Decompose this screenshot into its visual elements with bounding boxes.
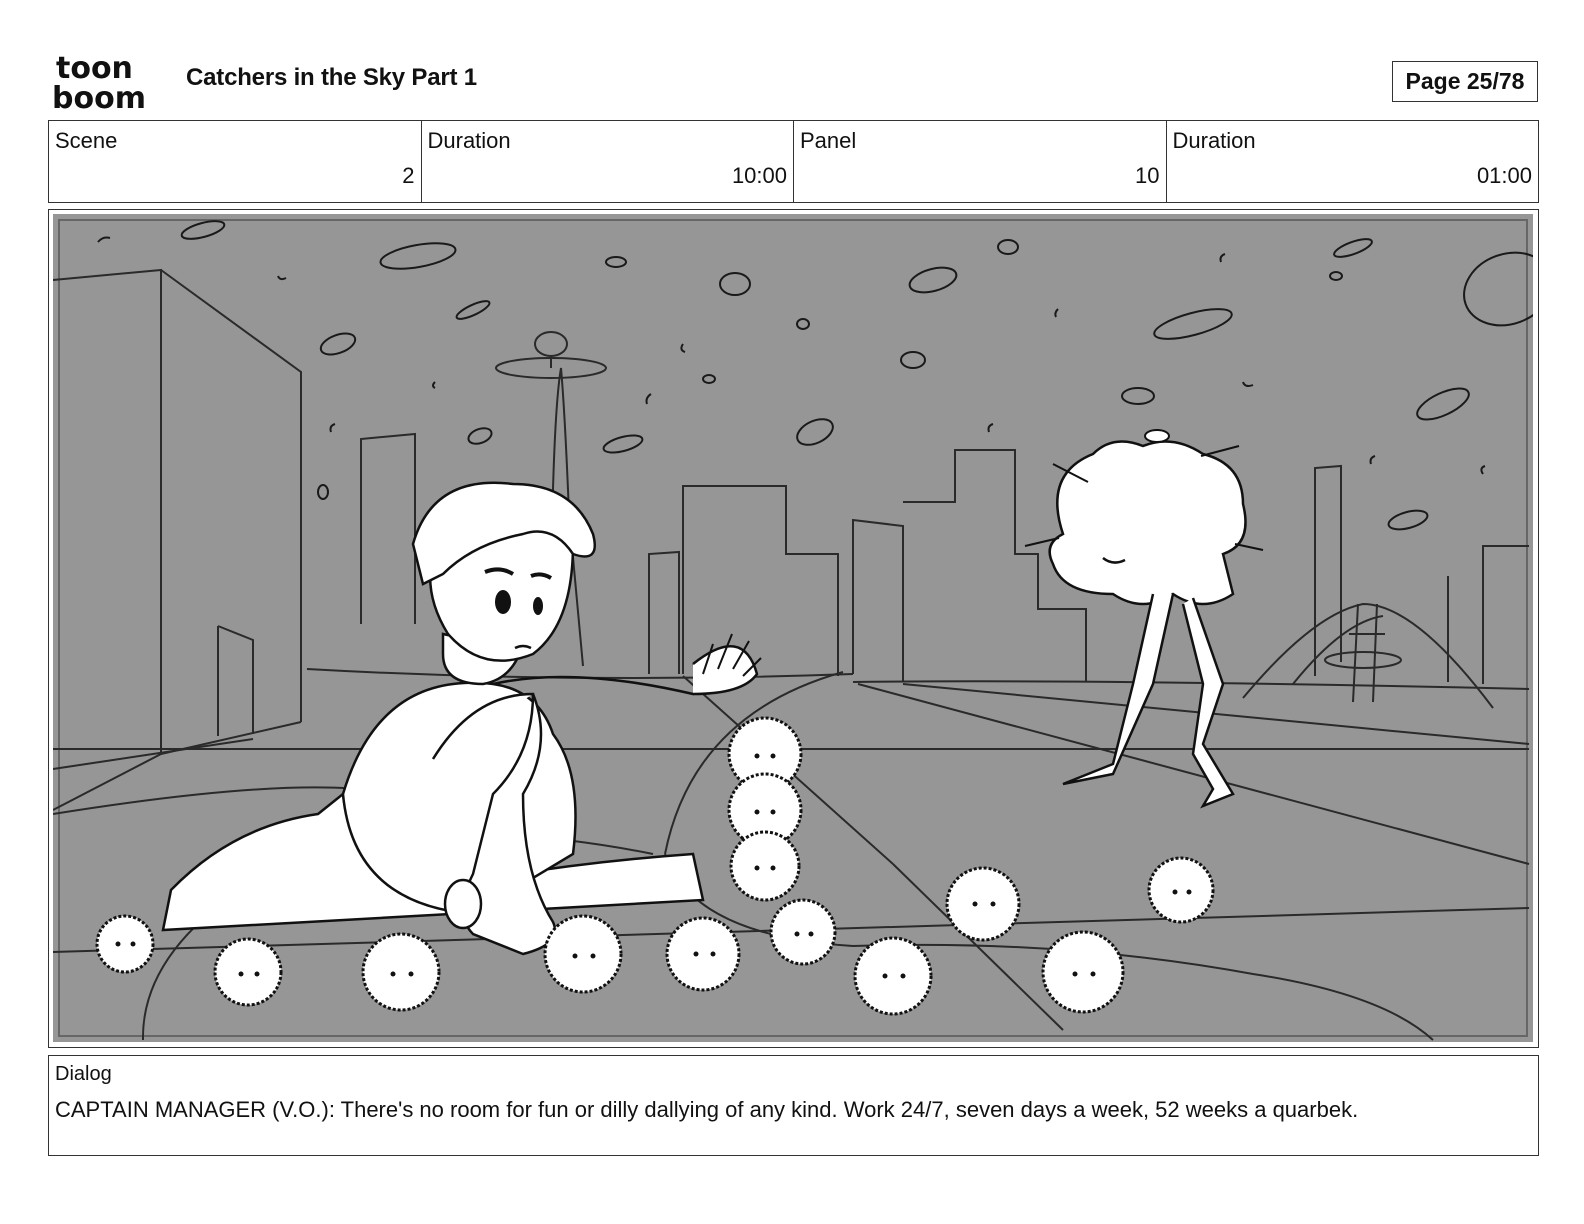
dialog-label: Dialog	[55, 1063, 112, 1085]
dialog-text: CAPTAIN MANAGER (V.O.): There's no room for fun or dilly dallying of any kind. Work 24/7, seven days a week, 52 weeks a quarbek.	[55, 1097, 1359, 1122]
panel-duration-cell	[1167, 121, 1539, 202]
scene-duration-value: 10:00	[731, 163, 787, 188]
scene-value: 2	[402, 163, 415, 188]
logo-line-2: boom	[52, 81, 146, 112]
scene-info-row	[48, 120, 1539, 203]
scene-cell	[49, 121, 422, 202]
logo-line-1: toon	[56, 51, 133, 86]
storyboard-panel	[48, 209, 1539, 1048]
panel-label: Panel	[800, 128, 857, 153]
scene-duration-cell	[422, 121, 795, 202]
project-title: Catchers in the Sky Part 1	[186, 64, 477, 91]
page-indicator: Page 25/78	[1392, 61, 1538, 102]
panel-value: 10	[1135, 163, 1160, 188]
panel-sketch-image	[53, 214, 1533, 1042]
dialog-box	[48, 1055, 1539, 1156]
panel-cell	[794, 121, 1167, 202]
toonboom-logo	[50, 50, 166, 112]
scene-duration-label: Duration	[427, 128, 511, 153]
panel-duration-label: Duration	[1172, 128, 1256, 153]
scene-label: Scene	[55, 128, 118, 153]
panel-duration-value: 01:00	[1476, 163, 1532, 188]
